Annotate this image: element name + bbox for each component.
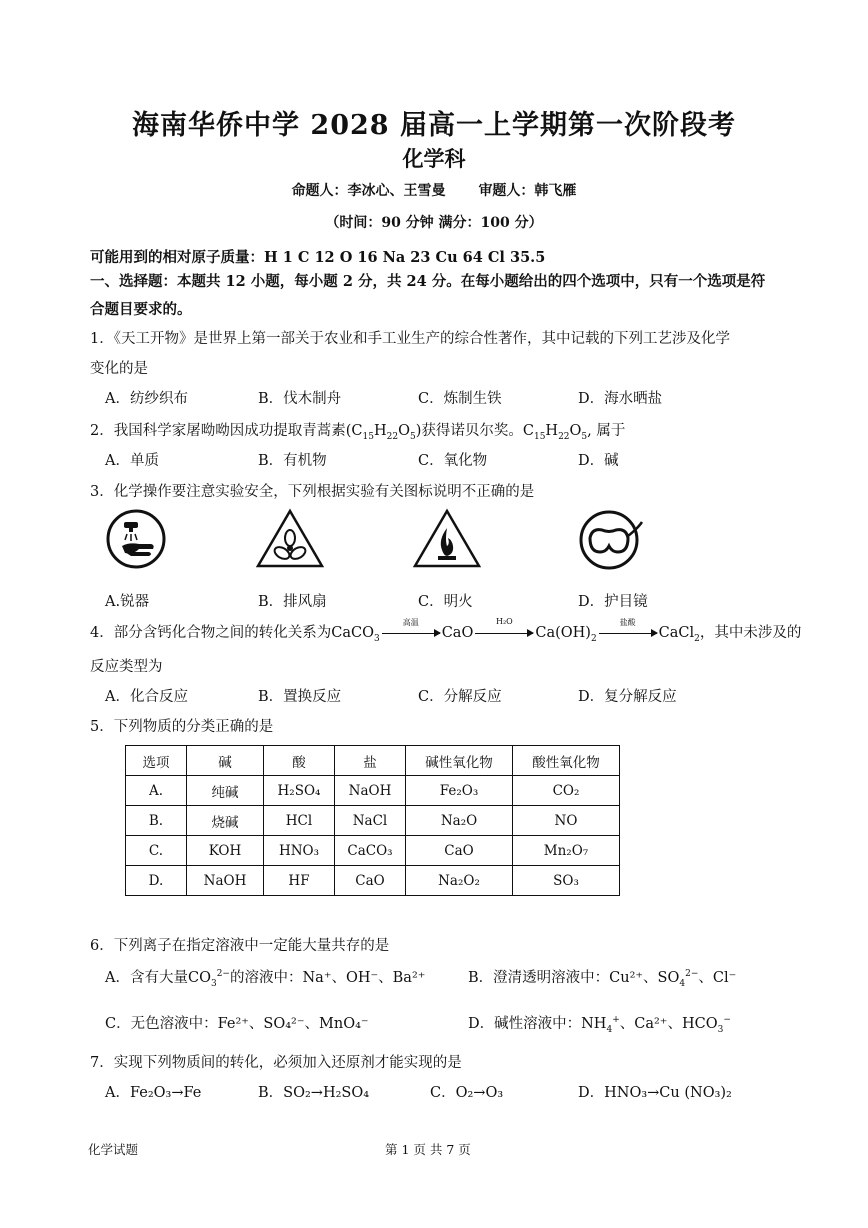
q1-stem-line2: 变化的是 xyxy=(90,361,148,377)
q2-formula-repeat: $C_{15}H_{22}O_5$ xyxy=(522,423,588,442)
q7-option-c[interactable]: C．O₂→O₃ xyxy=(430,1085,504,1101)
table-cell: HCl xyxy=(264,806,335,836)
exam-timing: （时间：90 分钟 满分：100 分） xyxy=(325,215,543,231)
q4-arrow-2: H₂O xyxy=(475,626,533,640)
table-cell: Na₂O xyxy=(406,806,513,836)
q1-option-a[interactable]: A．纺纱织布 xyxy=(105,391,188,407)
table-row xyxy=(126,806,620,836)
q4-species-4: CaCl$_2$ xyxy=(658,625,700,644)
q2-stem: 2．我国科学家屠呦呦因成功提取青蒿素$(C_{15}H_{22}O_5)$获得诺贝尔奖。$C_{15}H_{22}O_5$, 属于 xyxy=(90,423,626,442)
q3-option-a[interactable]: A.锐器 xyxy=(105,594,150,610)
table-row xyxy=(126,776,620,806)
q7-option-a[interactable]: A．Fe₂O₃→Fe xyxy=(105,1085,202,1101)
q4-option-a[interactable]: A．化合反应 xyxy=(105,689,188,705)
q4-species-3: $Ca(OH)_2$ xyxy=(535,625,597,644)
table-header-row xyxy=(126,746,620,776)
exam-authors xyxy=(0,180,868,200)
atomic-masses: 可能用到的相对原子质量：H 1 C 12 O 16 Na 23 Cu 64 Cl 35.5 xyxy=(90,249,546,266)
q6-option-d[interactable]: D．碱性溶液中：$NH_4^+$、Ca²⁺、$HCO_3^-$ xyxy=(468,1015,731,1035)
table-header: 碱性氧化物 xyxy=(406,746,513,776)
q4-stem-line1: 4．部分含钙化合物之间的转化关系为CaCO$_3$ 高温 CaO H₂O $Ca(OH)_2$ 盐酸 CaCl$_2$，其中未涉及的 xyxy=(90,617,802,644)
q7-option-b[interactable]: B．SO₂→H₂SO₄ xyxy=(258,1085,370,1101)
goggles-icon xyxy=(578,508,640,570)
footer-subject: 化学试题 xyxy=(88,1142,139,1157)
q6-option-b[interactable]: B．澄清透明溶液中：Cu²⁺、$SO_4^{2-}$、Cl⁻ xyxy=(468,969,737,989)
exam-title: 海南华侨中学 2028 届高一上学期第一次阶段考 xyxy=(132,110,736,141)
table-cell: KOH xyxy=(187,836,264,866)
table-cell: Na₂O₂ xyxy=(406,866,513,896)
q7-stem: 7．实现下列物质间的转化，必须加入还原剂才能实现的是 xyxy=(90,1055,462,1071)
q1-option-b[interactable]: B．伐木制舟 xyxy=(258,391,342,407)
q4-option-b[interactable]: B．置换反应 xyxy=(258,689,342,705)
section1-line1: 一、选择题：本题共 12 小题，每小题 2 分，共 24 分。在每小题给出的四个选项中，只有一个选项是符 xyxy=(90,273,766,290)
table-cell: HF xyxy=(264,866,335,896)
carbonate-ion: $CO_3^{2-}$ xyxy=(187,969,230,989)
table-header: 选项 xyxy=(126,746,187,776)
q1-option-d[interactable]: D．海水晒盐 xyxy=(578,391,663,407)
exhaust-fan-icon xyxy=(255,508,317,570)
table-cell: SO₃ xyxy=(513,866,620,896)
section1-line2: 合题目要求的。 xyxy=(90,301,192,318)
q3-option-b[interactable]: B．排风扇 xyxy=(258,594,327,610)
table-cell: Fe₂O₃ xyxy=(406,776,513,806)
table-row xyxy=(126,866,620,896)
table-header: 盐 xyxy=(335,746,406,776)
reviewer-label: 审题人：韩飞雁 xyxy=(478,183,577,199)
q6-option-c[interactable]: C．无色溶液中：Fe²⁺、SO₄²⁻、MnO₄⁻ xyxy=(105,1016,369,1032)
table-cell: CaO xyxy=(335,866,406,896)
table-header: 碱 xyxy=(187,746,264,776)
q3-option-d[interactable]: D．护目镜 xyxy=(578,594,648,610)
q2-option-b[interactable]: B．有机物 xyxy=(258,453,327,469)
table-cell: CaO xyxy=(406,836,513,866)
wash-hands-icon xyxy=(105,508,167,570)
table-cell: NaCl xyxy=(335,806,406,836)
q7-option-d[interactable]: D．HNO₃→Cu (NO₃)₂ xyxy=(578,1085,732,1101)
table-cell: B. xyxy=(126,806,187,836)
page-number: 第 1 页 共 7 页 xyxy=(385,1142,471,1157)
table-cell: H₂SO₄ xyxy=(264,776,335,806)
open-flame-icon xyxy=(412,508,474,570)
q2-option-a[interactable]: A．单质 xyxy=(105,453,159,469)
table-cell: 烧碱 xyxy=(187,806,264,836)
q4-arrow-3: 盐酸 xyxy=(599,626,657,640)
q2-formula: $C_{15}H_{22}O_5$ xyxy=(351,423,416,442)
q3-option-c[interactable]: C．明火 xyxy=(418,594,473,610)
q2-option-c[interactable]: C．氧化物 xyxy=(418,453,488,469)
table-cell: NO xyxy=(513,806,620,836)
table-header: 酸 xyxy=(264,746,335,776)
q1-option-c[interactable]: C．炼制生铁 xyxy=(418,391,502,407)
table-cell: Mn₂O₇ xyxy=(513,836,620,866)
q6-stem: 6．下列离子在指定溶液中一定能大量共存的是 xyxy=(90,938,390,954)
table-header: 酸性氧化物 xyxy=(513,746,620,776)
q4-species-1: CaCO$_3$ xyxy=(331,625,380,644)
q2-option-d[interactable]: D．碱 xyxy=(578,453,619,469)
q4-option-d[interactable]: D．复分解反应 xyxy=(578,689,677,705)
table-cell: A. xyxy=(126,776,187,806)
q4-species-2: CaO xyxy=(441,625,474,641)
q6-option-a[interactable]: A．含有大量$CO_3^{2-}$的溶液中：Na⁺、OH⁻、Ba²⁺ xyxy=(105,969,426,989)
q4-option-c[interactable]: C．分解反应 xyxy=(418,689,502,705)
table-cell: HNO₃ xyxy=(264,836,335,866)
table-cell: D. xyxy=(126,866,187,896)
table-cell: C. xyxy=(126,836,187,866)
table-cell: 纯碱 xyxy=(187,776,264,806)
table-cell: NaOH xyxy=(187,866,264,896)
classification-table xyxy=(125,745,620,896)
q1-stem-line1: 1．《天工开物》是世界上第一部关于农业和手工业生产的综合性著作，其中记载的下列工艺涉及化学 xyxy=(90,331,730,347)
table-cell: CaCO₃ xyxy=(335,836,406,866)
q3-stem: 3．化学操作要注意实验安全，下列根据实验有关图标说明不正确的是 xyxy=(90,484,535,500)
exam-subject: 化学科 xyxy=(402,146,466,171)
q4-stem-line2: 反应类型为 xyxy=(90,659,163,675)
q4-arrow-1: 高温 xyxy=(382,626,440,640)
author-label: 命题人：李冰心、王雪曼 xyxy=(291,183,446,199)
table-cell: NaOH xyxy=(335,776,406,806)
table-row xyxy=(126,836,620,866)
q5-stem: 5．下列物质的分类正确的是 xyxy=(90,719,274,735)
table-cell: CO₂ xyxy=(513,776,620,806)
